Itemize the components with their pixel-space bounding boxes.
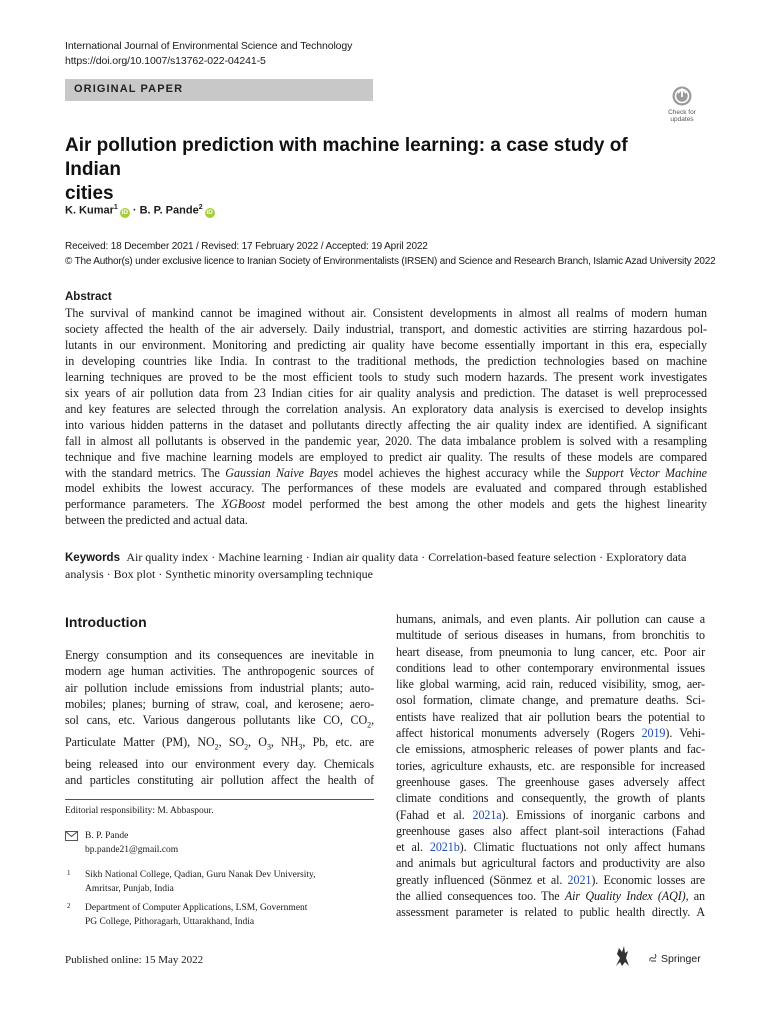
body-line: assessment parameter is related to public health directly. A [396,905,705,920]
affiliation-1: Sikh National College, Qadian, Guru Nanak Dev University, Amritsar, Punjab, India [85,870,316,894]
body-line: mobiles; planes; burning of straw, coal, and kerosene; aero- [65,696,374,711]
body-line: and particles constituting air pollution affect the health of [65,772,374,787]
body-column-left [65,647,374,788]
body-line: climate conditions and consequently, the growth of plants [396,791,705,806]
body-line: greenhouse gases also affect plant-soil interactions (Fahad [396,823,705,838]
copyright-notice: © The Author(s) under exclusive licence to Iranian Society of Environmentalists (IRSEN) and Science and Research Branch, Islamic Azad University 2022 [65,256,716,267]
abstract-line: into various hidden patterns in the dataset and pollutants directly affecting the air quality index are identified. A significant [65,417,707,432]
editorial-responsibility: Editorial responsibility: M. Abbaspour. [65,806,214,816]
orcid-icon[interactable]: iD [206,208,213,216]
body-line: sol cans, etc. Various dangerous pollutants like CO, $CO_2$, [65,713,374,730]
abstract-line: society affected the health of the air adversely. Daily industrial, transport, and domestic activities are stirring hazardous pol- [65,321,707,336]
envelope-icon [65,831,78,841]
paper-title [65,134,665,206]
author-list [65,204,215,218]
abstract-line: six years of air pollution data from 23 Indian cities for air quality analysis and prediction. The dataset is well preprocessed [65,385,707,400]
body-line: Energy consumption and its consequences are inevitable in [65,648,374,662]
doi-link[interactable]: https://doi.org/10.1007/s13762-022-04241-5 [65,55,266,67]
body-column-right [396,611,705,921]
abstract-body [65,306,707,529]
check-for-updates-badge[interactable] [663,84,701,124]
body-line: greenhouse gases. The greenhouse gases adversely affect [396,774,705,789]
affiliation-ref: 2 [198,204,203,211]
keywords-label: Keywords [65,552,120,564]
springer-mark-icon [648,953,658,963]
body-line: tories, agriculture exhausts, etc. are responsible for increased [396,758,705,773]
article-dates: Received: 18 December 2021 / Revised: 17 February 2022 / Accepted: 19 April 2022 [65,241,428,252]
abstract-line: technique and five machine learning models are employed to predict air quality. The results of these models are compared [65,449,707,464]
orcid-icon[interactable]: iD [121,208,129,216]
citation-link[interactable]: 2021 [567,872,592,887]
abstract-line: performance parameters. The XGBoost model performed the best among the other models and gets the highest linearity [65,497,707,512]
body-line: like global warming, acid rain, reduced visibility, smog, aer- [396,677,705,692]
paper-title-line2: cities [65,183,114,204]
journal-name: International Journal of Environmental Science and Technology [65,40,353,52]
paper-title-line1: Air pollution prediction with machine learning: a case study of Indian [65,135,628,180]
abstract-line: with the standard metrics. The Gaussian Naive Bayes model achieves the highest accuracy while the Support Vector Machine [65,465,707,480]
term-aqi: Air Quality Index (AQI) [564,889,686,904]
body-line: et al. 2021b). Climatic fluctuations not only affect humans [396,840,705,855]
abstract-line: in developing countries like India. In contrast to the traditional methods, the prediction technologies based on machine [65,353,707,368]
body-line: entists have realized that air pollution bears the potential to [396,709,705,724]
author-separator: · [129,204,140,217]
footnote-divider [65,799,374,800]
check-updates-line2: updates [670,116,694,123]
abstract-line: fall in almost all pollutants is observed in the pandemic year, 2020. The data imbalance problem is solved with a resampling [65,433,707,448]
citation-link[interactable]: 2019 [641,726,666,741]
body-line: and animals but agricultural factors and productivity are also [396,856,705,871]
body-line: greatly influenced (Sönmez et al. 2021). Economic losses are [396,872,705,887]
published-date: Published online: 15 May 2022 [65,954,204,966]
section-heading-introduction: Introduction [65,614,147,630]
keywords-list: Air quality index · Machine learning · Indian air quality data · Correlation-based feature selection · Exploratory data analysis · Box plot · Synthetic minority oversampling technique [65,550,687,581]
body-line: modern age human activities. The anthropogenic sources of [65,664,374,679]
publisher-logo[interactable] [648,953,701,965]
abstract-heading: Abstract [65,291,112,303]
corresponding-author-name: B. P. Pande [85,831,129,841]
citation-link[interactable]: 2021a [472,807,502,822]
body-line: air pollution include emissions from industrial plants; auto- [65,680,374,695]
abstract-line: learning techniques are proved to be the most efficient tools to study such modern hazards. The present work investigates [65,369,707,384]
springer-horse-icon [612,944,632,968]
author-name[interactable]: K. Kumar [65,204,114,217]
model-name: XGBoost [221,497,265,512]
body-line: affect historical monuments adversely (Rogers 2019). Vehi- [396,726,705,741]
affiliation-number: 2 [67,902,71,910]
article-type-label: ORIGINAL PAPER [74,83,184,95]
abstract-line: and key features are selected through the correlation analysis. An exploratory data analysis is exercised to develop insights [65,401,707,416]
body-line: cle emissions, atmospheric releases of power plants and fac- [396,742,705,757]
article-type-bar [65,79,373,101]
author-name[interactable]: B. P. Pande [139,204,199,217]
body-line: multitude of serious diseases in humans, from bronchitis to [396,628,705,643]
body-line: Particulate Matter (PM), $NO_2$, $SO_2$, $O_3$, $NH_3$, Pb, etc. are [65,734,374,752]
abstract-line: lutants in our environment. Monitoring and predicting air quality have become essentially important in this era, especially [65,337,707,352]
model-name: Support Vector Machine [585,465,707,480]
check-updates-line1: Check for [668,109,696,116]
body-line: osol formation, climate change, and premature deaths. Sci- [396,693,705,708]
body-line: being released into our environment every day. Chemicals [65,756,374,771]
body-line: conditions lead to other contemporary environmental issues [396,660,705,675]
corresponding-author-email[interactable]: bp.pande21@gmail.com [85,845,179,855]
affiliation-2: Department of Computer Applications, LSM, Government PG College, Pithoragarh, Uttarakhand, India [85,903,308,927]
body-line: humans, animals, and even plants. Air pollution can cause a [396,612,705,626]
abstract-line: The survival of mankind cannot be imagined without air. Consistent developments in almost all realms of modern human [65,306,707,320]
publisher-name: Springer [661,953,701,965]
keywords-block [65,549,707,582]
body-line: heart disease, from pneumonia to lung cancer, etc. Poor air [396,644,705,659]
abstract-line: between the predicted and actual data. [65,513,248,528]
abstract-line: model exhibits the lowest accuracy. The performances of these models are evaluated and compared through established [65,481,707,496]
body-line: (Fahad et al. 2021a). Emissions of inorganic carbons and [396,807,706,822]
body-line: the allied consequences too. The Air Quality Index (AQI), an [396,889,705,904]
affiliation-ref: 1 [113,204,118,211]
check-updates-icon [663,84,701,124]
model-name: Gaussian Naive Bayes [225,465,339,480]
citation-link[interactable]: 2021b [429,840,460,855]
affiliation-number: 1 [67,869,71,877]
